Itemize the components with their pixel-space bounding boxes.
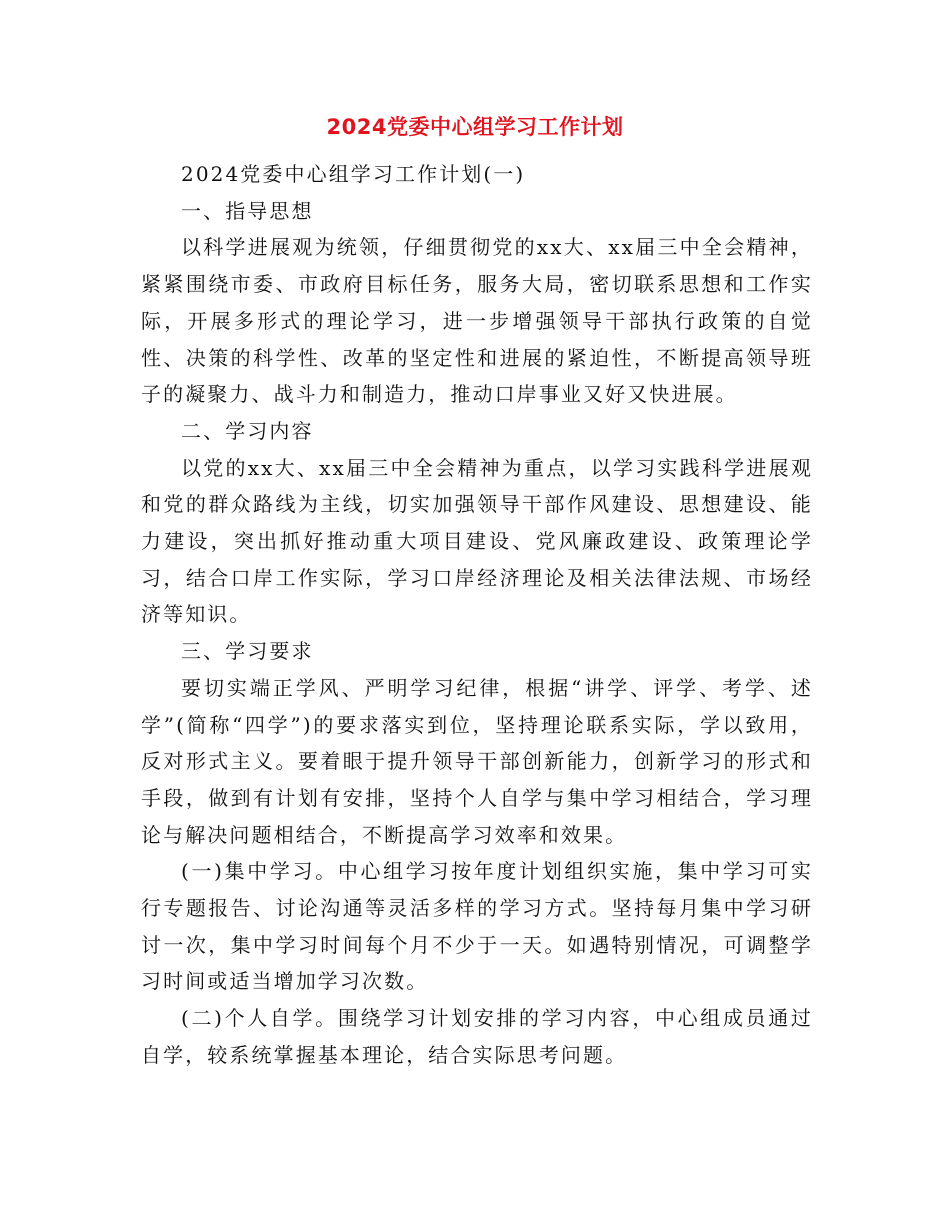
body-paragraph: 要切实端正学风、严明学习纪律，根据“讲学、评学、考学、述学”(简称“四学”)的要求落实到位，坚持理论联系实际，学以致用，反对形式主义。要着眼于提升领导干部创新能力，创新学习的形式和手段，做到有计划有安排，坚持个人自学与集中学习相结合，学习理论与解决问题相结合，不断提高学习效率和效果。 xyxy=(141,675,813,847)
body-paragraph: (一)集中学习。中心组学习按年度计划组织实施，集中学习可实行专题报告、讨论沟通等灵活多样的学习方式。坚持每月集中学习研讨一次，集中学习时间每个月不少于一天。如遇特别情况，可调整学习时间或适当增加学习次数。 xyxy=(141,859,813,994)
subtitle-paragraph: 2024党委中心组学习工作计划(一) xyxy=(181,162,526,186)
body-paragraph: (二)个人自学。围绕学习计划安排的学习内容，中心组成员通过自学，较系统掌握基本理论，结合实际思考问题。 xyxy=(141,1006,813,1067)
body-paragraph: 以科学进展观为统领，仔细贯彻党的xx大、xx届三中全会精神，紧紧围绕市委、市政府目标任务，服务大局，密切联系思想和工作实际，开展多形式的理论学习，进一步增强领导干部执行政策的自觉性、决策的科学性、改革的坚定性和进展的紧迫性，不断提高领导班子的凝聚力、战斗力和制造力，推动口岸事业又好又快进展。 xyxy=(141,235,813,407)
section-heading-study-content: 二、学习内容 xyxy=(181,418,314,443)
document-body xyxy=(141,156,813,1074)
body-paragraph: 以党的xx大、xx届三中全会精神为重点，以学习实践科学进展观和党的群众路线为主线，切实加强领导干部作风建设、思想建设、能力建设，突出抓好推动重大项目建设、党风廉政建设、政策理论学习，结合口岸工作实际，学习口岸经济理论及相关法律法规、市场经济等知识。 xyxy=(141,455,813,627)
section-heading-study-requirements: 三、学习要求 xyxy=(181,639,314,664)
document-title: 2024党委中心组学习工作计划 xyxy=(326,115,624,139)
section-heading-guiding-ideology: 一、指导思想 xyxy=(181,198,314,223)
